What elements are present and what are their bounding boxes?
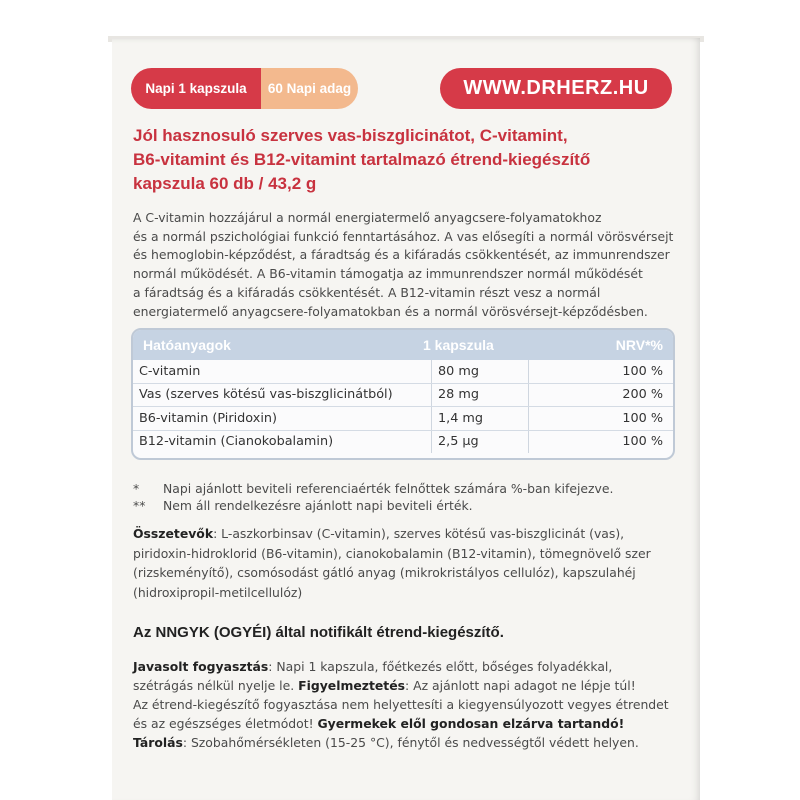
ingredients-label: Összetevők [133,526,214,541]
ingredient-amount: 80 mg [432,360,529,383]
header-per-capsule: 1 kapszula [423,337,494,353]
child-warning: Gyermekek elől gondosan elzárva tartandó! [317,716,625,731]
footnote-mark: ** [133,498,146,513]
usage-text: szétrágás nélkül nyelje le. [133,678,295,693]
table-row [133,360,673,384]
ingredient-name: C-vitamin [133,360,432,383]
ingredient-nrv: 100 % [622,363,663,379]
ingredient-nrv: 100 % [622,410,663,426]
title-line: kapszula 60 db / 43,2 g [133,174,317,193]
ingredient-name: Vas (szerves kötésű vas-biszglicinátból) [133,384,432,407]
table-row [133,407,673,431]
header-active-ingredients: Hatóanyagok [143,337,231,353]
product-title [133,124,693,196]
footnote-text: Napi ajánlott beviteli referenciaérték felnőttek számára %-ban kifejezve. [163,481,614,496]
usage-text: Az étrend-kiegészítő fogyasztása nem helyettesíti a kiegyensúlyozott vegyes étrendet [133,697,669,712]
intro-line: A C-vitamin hozzájárul a normál energiatermelő anyagcsere-folyamatokhoz [133,210,602,225]
nutrition-table [131,328,675,460]
usage-section [133,657,698,752]
website-badge: WWW.DRHERZ.HU [440,68,672,109]
usage-text: és az egészséges életmódot! [133,716,314,731]
ingredients-line: piridoxin-hidroklorid (B6-vitamin), cianokobalamin (B12-vitamin), tömegnövelő szer [133,545,651,561]
ingredient-name: B6-vitamin (Piridoxin) [133,407,432,430]
table-row [133,384,673,408]
table-row [133,431,673,454]
warning-text: : Az ajánlott napi adagot ne lépje túl! [405,678,636,693]
ingredients-line: (hidroxipropil-metilcellulóz) [133,584,303,600]
storage-label: Tárolás [133,735,183,750]
footnote [133,497,693,514]
table-header [133,330,673,360]
ingredient-amount: 1,4 mg [432,407,529,430]
ingredient-name: B12-vitamin (Cianokobalamin) [133,431,432,454]
usage-label: Javasolt fogyasztás [133,659,269,674]
ingredient-nrv: 200 % [622,387,663,403]
intro-line: a fáradtság és a kifáradás csökkentését. A B12-vitamin részt vesz a normál [133,284,601,300]
ingredient-amount: 2,5 μg [432,431,529,454]
health-claims-text [133,209,695,321]
usage-text: : Napi 1 kapszula, főétkezés előtt, bőséges folyadékkal, [268,659,613,674]
footnote-mark: * [133,481,140,496]
footnote [133,480,693,497]
ingredients-line: (rizskeményítő), csomósodást gátló anyag (mikrokristályos cellulóz), kapszulahéj [133,565,636,580]
title-line: Jól hasznosuló szerves vas-biszglicinátot, C-vitamint, [133,126,568,145]
intro-line: és hemoglobin-képződést, a fáradtság és a kifáradás csökkentését, az immunrendszer [133,247,670,263]
ingredient-amount: 28 mg [432,384,529,407]
dosage-badge [131,68,358,109]
storage-text: : Szobahőmérsékleten (15-25 °C), fénytől és nedvességtől védett helyen. [182,735,639,750]
notification-statement: Az NNGYK (OGYÉI) által notifikált étrend-kiegészítő. [133,624,504,641]
daily-dose-label: Napi 1 kapszula [131,68,261,109]
footnotes [133,480,693,514]
footnote-text: Nem áll rendelkezésre ajánlott napi beviteli érték. [163,498,473,513]
servings-label: 60 Napi adag [261,68,358,109]
ingredient-nrv: 100 % [622,434,663,450]
intro-line: és a normál pszichológiai funkció fenntartásához. A vas elősegíti a normál vörösvérsejt [133,228,674,244]
title-line: B6-vitamint és B12-vitamint tartalmazó étrend-kiegészítő [133,150,591,169]
intro-line: normál működését. A B6-vitamin támogatja az immunrendszer normál működését [133,266,643,282]
ingredients-line: : L-aszkorbinsav (C-vitamin), szerves kötésű vas-biszglicinát (vas), [213,526,625,541]
header-nrv: NRV*% [615,337,663,353]
ingredients-section [133,524,693,602]
intro-line: energiatermelő anyagcsere-folyamatokban és a normál vörösvérsejt-képződésben. [133,303,648,319]
warning-label: Figyelmeztetés [298,678,406,693]
